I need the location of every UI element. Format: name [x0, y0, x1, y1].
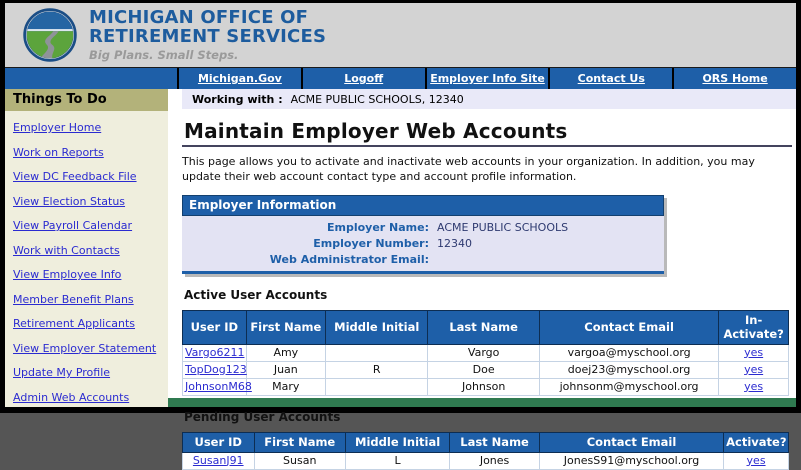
table-cell: Jones — [450, 452, 540, 469]
sidebar-item-view-employee-info[interactable]: View Employee Info — [13, 268, 122, 281]
action-yes-link[interactable]: yes — [744, 379, 764, 393]
sidebar-item-member-benefit-plans[interactable]: Member Benefit Plans — [13, 292, 134, 306]
table-row — [183, 361, 789, 378]
working-with-value: ACME PUBLIC SCHOOLS, 12340 — [290, 92, 464, 106]
banner-text — [89, 6, 327, 62]
user-id-link[interactable]: JohnsonM68 — [185, 379, 252, 393]
nav-cell — [301, 68, 425, 89]
column-header: User ID — [183, 310, 247, 344]
table-cell: Johnson — [428, 378, 540, 395]
action-cell — [719, 361, 789, 378]
action-yes-link[interactable]: yes — [746, 453, 766, 467]
user-id-cell — [183, 378, 252, 395]
top-navbar — [5, 67, 796, 89]
column-header: First Name — [246, 310, 325, 344]
main-inner — [168, 109, 796, 467]
table-cell — [326, 378, 428, 395]
sidebar-item-work-on-reports[interactable]: Work on Reports — [13, 145, 104, 159]
sidebar — [5, 89, 168, 407]
table-header-row — [183, 432, 789, 452]
employer-info-label: Employer Name: — [326, 220, 429, 234]
employer-info-row — [182, 220, 664, 236]
user-id-cell — [183, 344, 247, 361]
column-header: Middle Initial — [326, 310, 428, 344]
employer-info-label: Web Administrator Email: — [269, 252, 429, 266]
table-cell: Susan — [254, 452, 346, 469]
title-rule — [182, 145, 792, 147]
nav-link-ors-home[interactable]: ORS Home — [702, 72, 768, 85]
column-header: Middle Initial — [346, 432, 450, 452]
sidebar-item-employer-home[interactable]: Employer Home — [13, 121, 102, 134]
pending-accounts-table — [182, 432, 789, 470]
action-cell — [724, 452, 789, 469]
table-cell: johnsonm@myschool.org — [539, 378, 718, 395]
column-header: In-Activate? — [719, 310, 789, 344]
nav-cell — [672, 68, 796, 89]
nav-link-logoff[interactable]: Logoff — [344, 72, 384, 85]
sidebar-links — [5, 111, 168, 425]
employer-info-title: Employer Information — [182, 195, 664, 216]
column-header: Activate? — [724, 432, 789, 452]
table-cell: Mary — [246, 378, 325, 395]
column-header: First Name — [254, 432, 346, 452]
ors-logo-icon — [23, 8, 77, 62]
user-id-cell — [183, 361, 247, 378]
table-cell — [326, 344, 428, 361]
table-cell: Amy — [246, 344, 325, 361]
banner-title-line2: RETIREMENT SERVICES — [89, 25, 327, 47]
table-row — [183, 452, 789, 469]
table-cell: vargoa@myschool.org — [539, 344, 718, 361]
table-cell: JonesS91@myschool.org — [539, 452, 723, 469]
sidebar-item-update-my-profile[interactable]: Update My Profile — [13, 366, 111, 379]
table-row — [183, 344, 789, 361]
sidebar-item-view-payroll-calendar[interactable]: View Payroll Calendar — [13, 219, 133, 232]
body-row — [5, 89, 796, 467]
table-cell: Doe — [428, 361, 540, 378]
column-header: Last Name — [450, 432, 540, 452]
main-footer-bar — [168, 398, 796, 407]
employer-info-value: ACME PUBLIC SCHOOLS — [437, 220, 569, 234]
navbar-spacer — [5, 68, 177, 89]
employer-info-row — [182, 236, 664, 252]
action-cell — [719, 344, 789, 361]
user-id-link[interactable]: Vargo6211 — [185, 345, 245, 359]
sidebar-title: Things To Do — [5, 89, 168, 111]
column-header: Contact Email — [539, 310, 718, 344]
nav-cell — [548, 68, 672, 89]
table-row — [183, 378, 789, 395]
banner-tagline: Big Plans. Small Steps. — [89, 47, 239, 62]
sidebar-item-retirement-applicants[interactable]: Retirement Applicants — [13, 317, 136, 330]
action-yes-link[interactable]: yes — [744, 362, 764, 376]
employer-info-label: Employer Number: — [313, 236, 429, 250]
table-header-row — [183, 310, 789, 344]
main-content — [168, 89, 796, 467]
column-header: Contact Email — [539, 432, 723, 452]
sidebar-item-view-dc-feedback-file[interactable]: View DC Feedback File — [13, 170, 137, 183]
employer-info-value: 12340 — [437, 236, 472, 250]
user-id-link[interactable]: TopDog123 — [185, 362, 247, 376]
user-id-cell — [183, 452, 255, 469]
table-cell: Vargo — [428, 344, 540, 361]
sidebar-item-admin-web-accounts[interactable]: Admin Web Accounts — [13, 390, 130, 404]
site-banner — [5, 3, 796, 67]
action-yes-link[interactable]: yes — [744, 345, 764, 359]
pending-accounts-title: Pending User Accounts — [184, 409, 341, 424]
column-header: User ID — [183, 432, 255, 452]
table-cell: Juan — [246, 361, 325, 378]
column-header: Last Name — [428, 310, 540, 344]
page-title: Maintain Employer Web Accounts — [184, 119, 568, 143]
action-cell — [719, 378, 789, 395]
page-description: This page allows you to activate and inactivate web accounts in your organization. In addition, you may update their web account contact type and account profile information. — [182, 155, 755, 183]
working-with-strip — [182, 89, 796, 109]
nav-cell — [425, 68, 549, 89]
nav-link-contact-us[interactable]: Contact Us — [577, 72, 645, 85]
sidebar-item-work-with-contacts[interactable]: Work with Contacts — [13, 243, 120, 257]
working-with-label: Working with : — [192, 92, 283, 106]
nav-link-michigan-gov[interactable]: Michigan.Gov — [197, 72, 282, 85]
nav-cell — [177, 68, 301, 89]
employer-info-box — [182, 195, 664, 274]
employer-info-row — [182, 252, 664, 268]
active-accounts-title: Active User Accounts — [184, 287, 328, 302]
active-accounts-table — [182, 310, 789, 396]
user-id-link[interactable]: SusanJ91 — [192, 453, 244, 467]
nav-link-employer-info-site[interactable]: Employer Info Site — [430, 72, 545, 85]
sidebar-item-view-employer-statement[interactable]: View Employer Statement — [13, 341, 157, 355]
table-cell: R — [326, 361, 428, 378]
table-cell: doej23@myschool.org — [539, 361, 718, 378]
employer-info-body — [182, 216, 664, 271]
banner-title-line1: MICHIGAN OFFICE OF — [89, 6, 309, 28]
table-cell: L — [346, 452, 450, 469]
sidebar-item-view-election-status[interactable]: View Election Status — [13, 194, 126, 208]
